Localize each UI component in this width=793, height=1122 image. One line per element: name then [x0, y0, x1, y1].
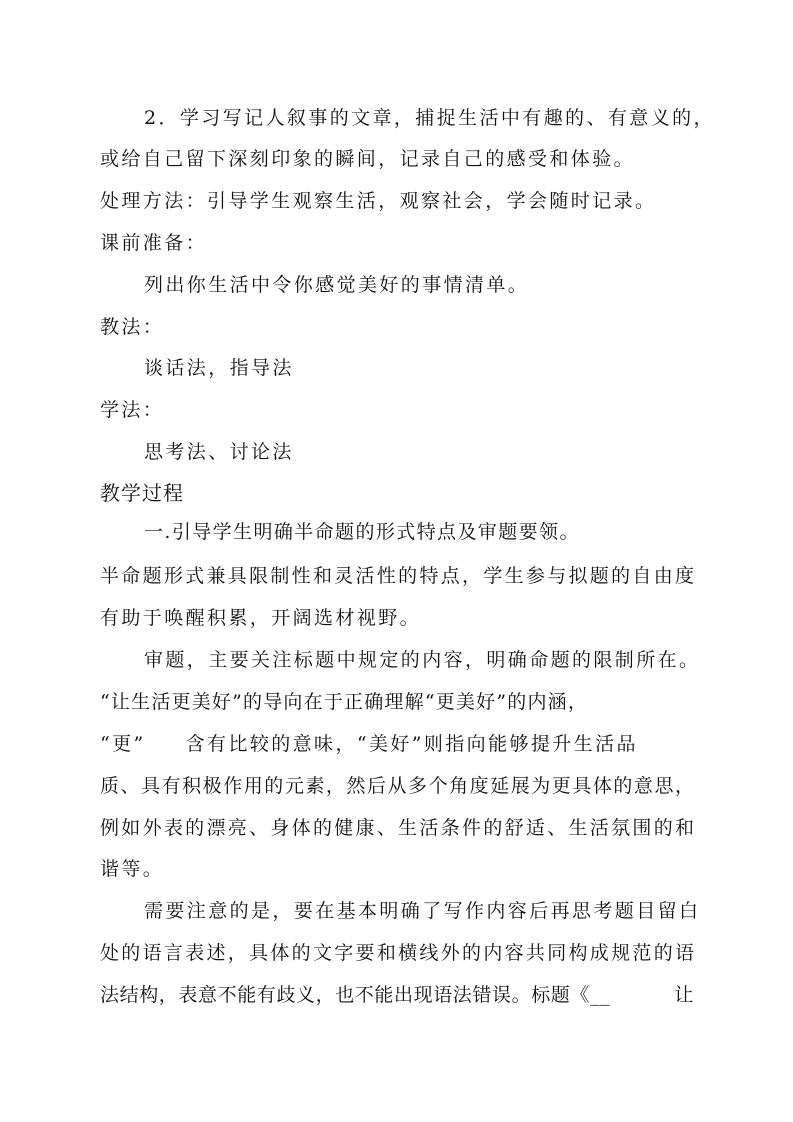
teaching-method-text: 谈话法，指导法 [144, 357, 294, 379]
para-3-line-3-end: 让 [674, 984, 694, 1006]
section-heading: 教学过程 [100, 481, 184, 505]
learning-method-label: 学法： [100, 399, 165, 421]
process-step-1: 一.引导学生明确半命题的形式特点及审题要领。 [144, 521, 580, 543]
para-2-line-4: 质、具有积极作用的元素，然后从多个角度延展为更具体的意思， [100, 775, 694, 797]
prep-text: 列出你生活中令你感觉美好的事情清单。 [144, 274, 530, 296]
prep-label: 课前准备： [100, 232, 208, 254]
para-3-line-2: 处的语言表述，具体的文字要和横线外的内容共同构成规范的语 [100, 942, 694, 964]
para-2-line-6: 谐等。 [100, 858, 165, 880]
para-3-line-1: 需要注意的是，要在基本明确了写作内容后再思考题目留白 [144, 900, 701, 922]
learning-method-text: 思考法、讨论法 [144, 441, 294, 463]
para-1-line-2: 有助于唤醒积累，开阔选材视野。 [100, 607, 422, 629]
teaching-method-label: 教法： [100, 316, 165, 338]
method-text: 处理方法：引导学生观察生活，观察社会，学会随时记录。 [100, 190, 657, 212]
para-2-line-3 [100, 732, 638, 756]
para-3-line-3-main: 法结构，表意不能有歧义，也不能出现语法错误。标题《__ [100, 984, 611, 1006]
goal-2-line-1: 2．学习写记人叙事的文章，捕捉生活中有趣的、有意义的， [144, 107, 715, 129]
para-2-line-2: “让生活更美好”的导向在于正确理解“更美好”的内涵， [100, 691, 589, 713]
para-2-line-3-rest: 含有比较的意味，“美好”则指向能够提升生活品 [185, 733, 638, 755]
para-2-line-3-quote: “更” [100, 733, 146, 755]
para-2-line-5: 例如外表的漂亮、身体的健康、生活条件的舒适、生活氛围的和 [100, 817, 694, 839]
para-3-line-3 [100, 983, 694, 1007]
para-2-line-1: 审题，主要关注标题中规定的内容，明确命题的限制所在。 [144, 649, 701, 671]
para-1-line-1: 半命题形式兼具限制性和灵活性的特点，学生参与拟题的自由度 [100, 565, 694, 587]
goal-2-line-2: 或给自己留下深刻印象的瞬间，记录自己的感受和体验。 [100, 148, 636, 170]
